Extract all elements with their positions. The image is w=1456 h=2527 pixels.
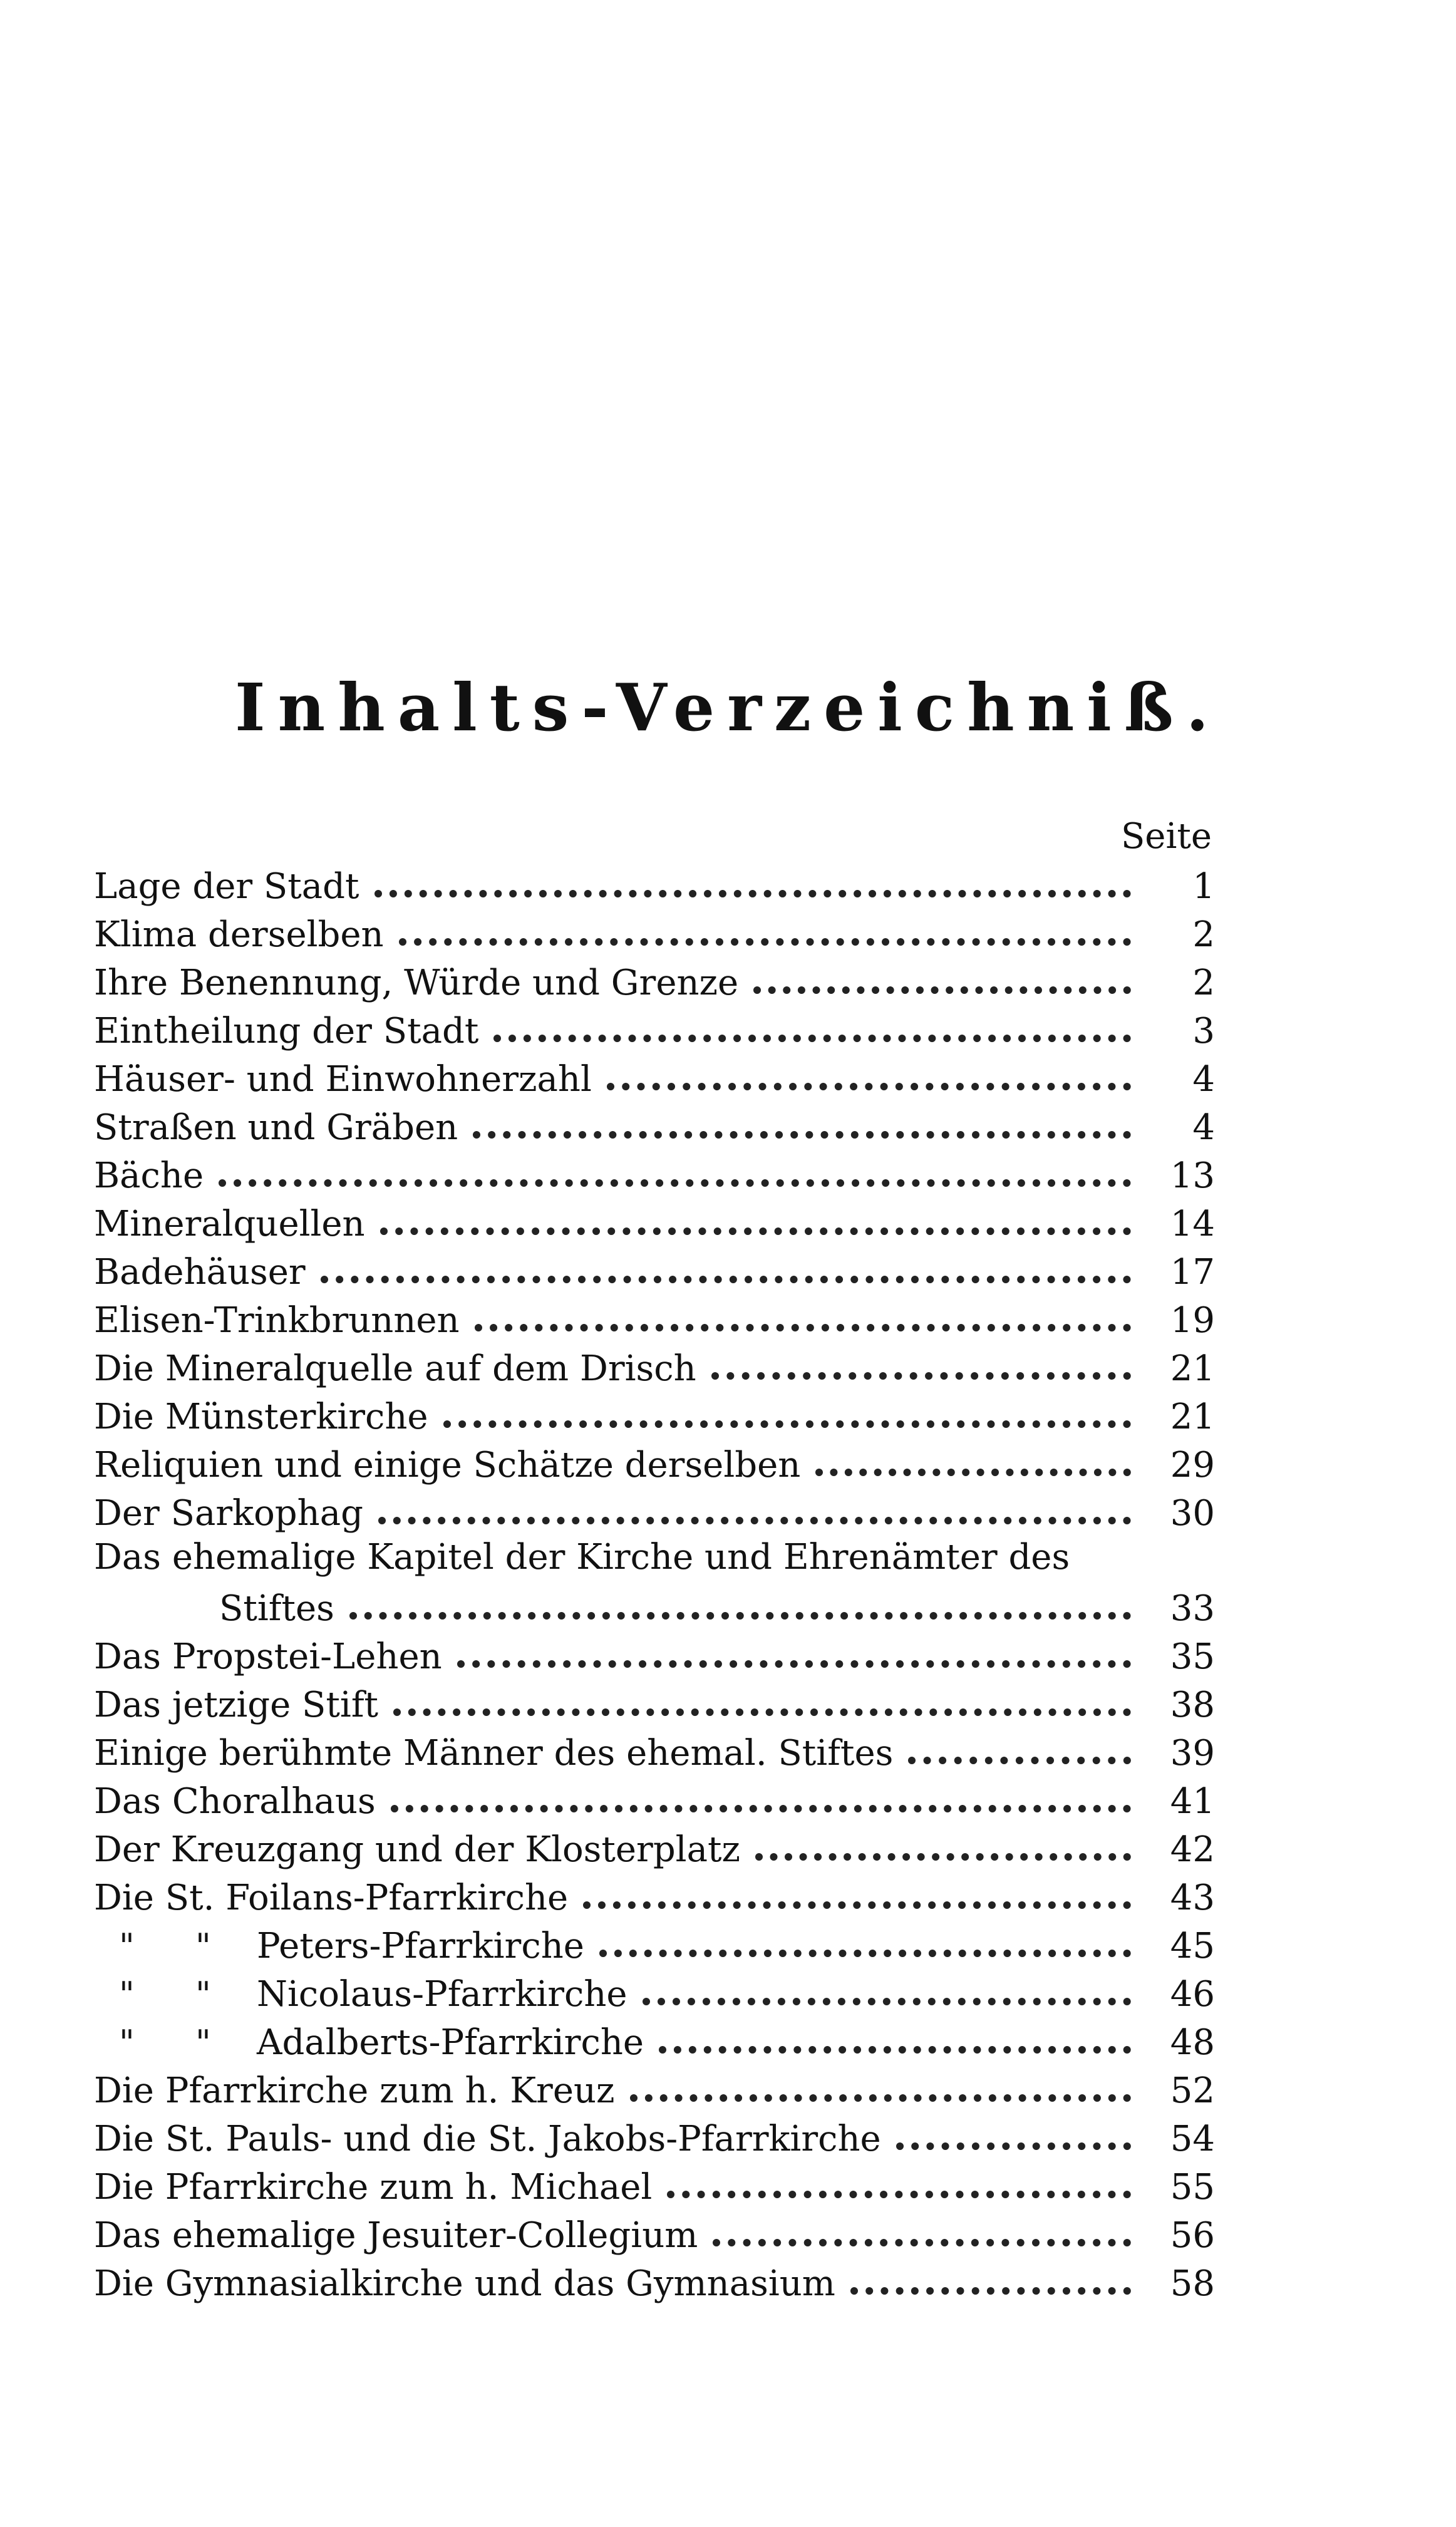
toc-entry	[94, 860, 1215, 909]
toc-entry	[94, 1439, 1215, 1487]
toc-entry	[94, 1536, 1215, 1631]
toc-entry-page: 14	[1170, 1204, 1215, 1244]
toc-entry-label: Ihre Benennung, Würde und Grenze	[94, 963, 739, 1003]
dot-leader	[349, 1606, 1131, 1620]
dot-leader	[815, 1462, 1131, 1476]
dot-leader	[753, 980, 1131, 994]
toc-entry	[94, 1872, 1215, 1920]
dot-leader	[473, 1125, 1131, 1139]
toc-entry-label: Das Choralhaus	[94, 1781, 376, 1822]
toc-entry-page: 46	[1170, 1974, 1215, 2015]
toc-entry-label: Straßen und Gräben	[94, 1107, 458, 1148]
toc-entry-page: 48	[1170, 2022, 1215, 2063]
toc-entry	[94, 1631, 1215, 1679]
dot-leader	[643, 1992, 1131, 2005]
toc-entry-page: 41	[1170, 1781, 1215, 1822]
toc-entry-page: 29	[1170, 1445, 1215, 1486]
toc-entry-page: 55	[1170, 2167, 1215, 2208]
toc-entry	[94, 1102, 1215, 1150]
toc-entry-page: 21	[1170, 1397, 1215, 1437]
toc-entry-label: Der Sarkophag	[94, 1493, 363, 1534]
toc-entry	[94, 2065, 1215, 2113]
toc-entry	[94, 1727, 1215, 1775]
toc-entry-label: Klima derselben	[94, 914, 384, 955]
toc-entry-label: Die Gymnasialkirche und das Gymnasium	[94, 2263, 835, 2304]
toc-entry-page: 30	[1170, 1493, 1215, 1534]
dot-leader	[378, 1511, 1131, 1524]
toc-entry-label: Die Münsterkirche	[94, 1397, 428, 1437]
toc-entry-label: Die Pfarrkirche zum h. Michael	[94, 2167, 653, 2208]
toc-entry-page: 54	[1170, 2119, 1215, 2159]
toc-entry-label: Reliquien und einige Schätze derselben	[94, 1445, 801, 1486]
toc-entry	[94, 957, 1215, 1005]
dot-leader	[493, 1028, 1131, 1042]
dot-leader	[896, 2136, 1131, 2150]
toc-entry	[94, 1005, 1215, 1053]
toc-entry-label: Mineralquellen	[94, 1204, 365, 1244]
toc-entry-label: Elisen-Trinkbrunnen	[94, 1300, 460, 1341]
dot-leader	[391, 1799, 1131, 1812]
toc-entry	[94, 1679, 1215, 1727]
toc-entry-page: 45	[1170, 1926, 1215, 1966]
toc-entry-page: 21	[1170, 1348, 1215, 1389]
dot-leader	[380, 1221, 1131, 1235]
toc-entry-page: 35	[1170, 1636, 1215, 1677]
toc-entry-label: Das ehemalige Kapitel der Kirche und Ehrenämter des	[94, 1537, 1070, 1578]
toc-entry-page: 2	[1192, 914, 1215, 955]
ditto-marks: " "	[119, 1975, 236, 2014]
dot-leader	[667, 2184, 1131, 2198]
dot-leader	[583, 1895, 1131, 1909]
toc-entry-page: 52	[1170, 2070, 1215, 2111]
toc-entry	[94, 1343, 1215, 1391]
toc-entry-label: Eintheilung der Stadt	[94, 1011, 479, 1052]
toc-entry-label-continuation: Stiftes	[219, 1588, 334, 1629]
toc-entry	[94, 2017, 1215, 2065]
page-column-header: Seite	[1120, 816, 1212, 857]
dot-leader	[630, 2088, 1131, 2102]
dot-leader	[219, 1173, 1131, 1187]
toc-entry-label: Die Pfarrkirche zum h. Kreuz	[94, 2070, 615, 2111]
toc-entry-page: 17	[1170, 1252, 1215, 1293]
toc-entry-page: 43	[1170, 1878, 1215, 1918]
dot-leader	[711, 1366, 1131, 1380]
ditto-marks: " "	[119, 1926, 236, 1966]
toc-entry	[94, 1053, 1215, 1102]
toc-entry	[94, 1968, 1215, 2017]
toc-entry-label: Das Propstei-Lehen	[94, 1636, 442, 1677]
toc-entry-page: 4	[1192, 1107, 1215, 1148]
toc-entry-label: Einige berühmte Männer des ehemal. Stiftes	[94, 1733, 894, 1774]
toc-entry-label: Häuser- und Einwohnerzahl	[94, 1059, 592, 1100]
dot-leader	[659, 2040, 1131, 2054]
toc-entry-page: 56	[1170, 2215, 1215, 2256]
toc-entry-label: Bäche	[94, 1155, 204, 1196]
toc-entry-label: Der Kreuzgang und der Klosterplatz	[94, 1829, 740, 1870]
toc-entry	[94, 1295, 1215, 1343]
toc-entry-page: 13	[1170, 1155, 1215, 1196]
toc-entry-label: Nicolaus-Pfarrkirche	[257, 1974, 627, 2015]
toc-entry-page: 3	[1192, 1011, 1215, 1052]
toc-entry-label: Lage der Stadt	[94, 866, 359, 907]
ditto-marks: " "	[119, 2023, 236, 2062]
toc-entry	[94, 1246, 1215, 1295]
toc-entry-label: Die St. Foilans-Pfarrkirche	[94, 1878, 569, 1918]
dot-leader	[457, 1654, 1131, 1668]
toc-entry-page: 33	[1170, 1588, 1215, 1629]
toc-entry-page: 19	[1170, 1300, 1215, 1341]
toc-entry-label: Adalberts-Pfarrkirche	[257, 2022, 644, 2063]
toc-entry-label: Badehäuser	[94, 1252, 306, 1293]
toc-entry-page: 4	[1192, 1059, 1215, 1100]
dot-leader	[607, 1077, 1131, 1090]
toc-entry-label: Peters-Pfarrkirche	[257, 1926, 584, 1966]
dot-leader	[475, 1318, 1131, 1331]
toc-entry-page: 2	[1192, 963, 1215, 1003]
toc-entry	[94, 2113, 1215, 2161]
table-of-contents	[94, 860, 1215, 2306]
dot-leader	[599, 1943, 1131, 1957]
dot-leader	[321, 1269, 1131, 1283]
toc-entry-page: 38	[1170, 1685, 1215, 1725]
toc-entry	[94, 1775, 1215, 1824]
dot-leader	[393, 1702, 1131, 1716]
toc-entry-page: 1	[1192, 866, 1215, 907]
dot-leader	[713, 2233, 1131, 2246]
page-title: Inhalts-Verzeichniß.	[234, 669, 1222, 746]
toc-entry	[94, 1920, 1215, 1968]
toc-entry	[94, 1198, 1215, 1246]
toc-entry	[94, 1487, 1215, 1536]
dot-leader	[399, 932, 1131, 946]
toc-entry	[94, 2258, 1215, 2306]
dot-leader	[443, 1414, 1131, 1428]
toc-entry-label: Die St. Pauls- und die St. Jakobs-Pfarrkirche	[94, 2119, 881, 2159]
toc-entry	[94, 909, 1215, 957]
dot-leader	[374, 884, 1131, 897]
dot-leader	[850, 2281, 1131, 2295]
dot-leader	[908, 1750, 1131, 1764]
dot-leader	[755, 1847, 1131, 1861]
toc-entry	[94, 1150, 1215, 1198]
toc-entry-page: 39	[1170, 1733, 1215, 1774]
toc-entry	[94, 2209, 1215, 2258]
toc-entry-label: Das jetzige Stift	[94, 1685, 379, 1725]
toc-entry-page: 42	[1170, 1829, 1215, 1870]
toc-entry	[94, 1824, 1215, 1872]
toc-entry	[94, 2161, 1215, 2209]
toc-entry-label: Das ehemalige Jesuiter-Collegium	[94, 2215, 698, 2256]
toc-entry	[94, 1391, 1215, 1439]
toc-entry-page: 58	[1170, 2263, 1215, 2304]
toc-entry-label: Die Mineralquelle auf dem Drisch	[94, 1348, 696, 1389]
